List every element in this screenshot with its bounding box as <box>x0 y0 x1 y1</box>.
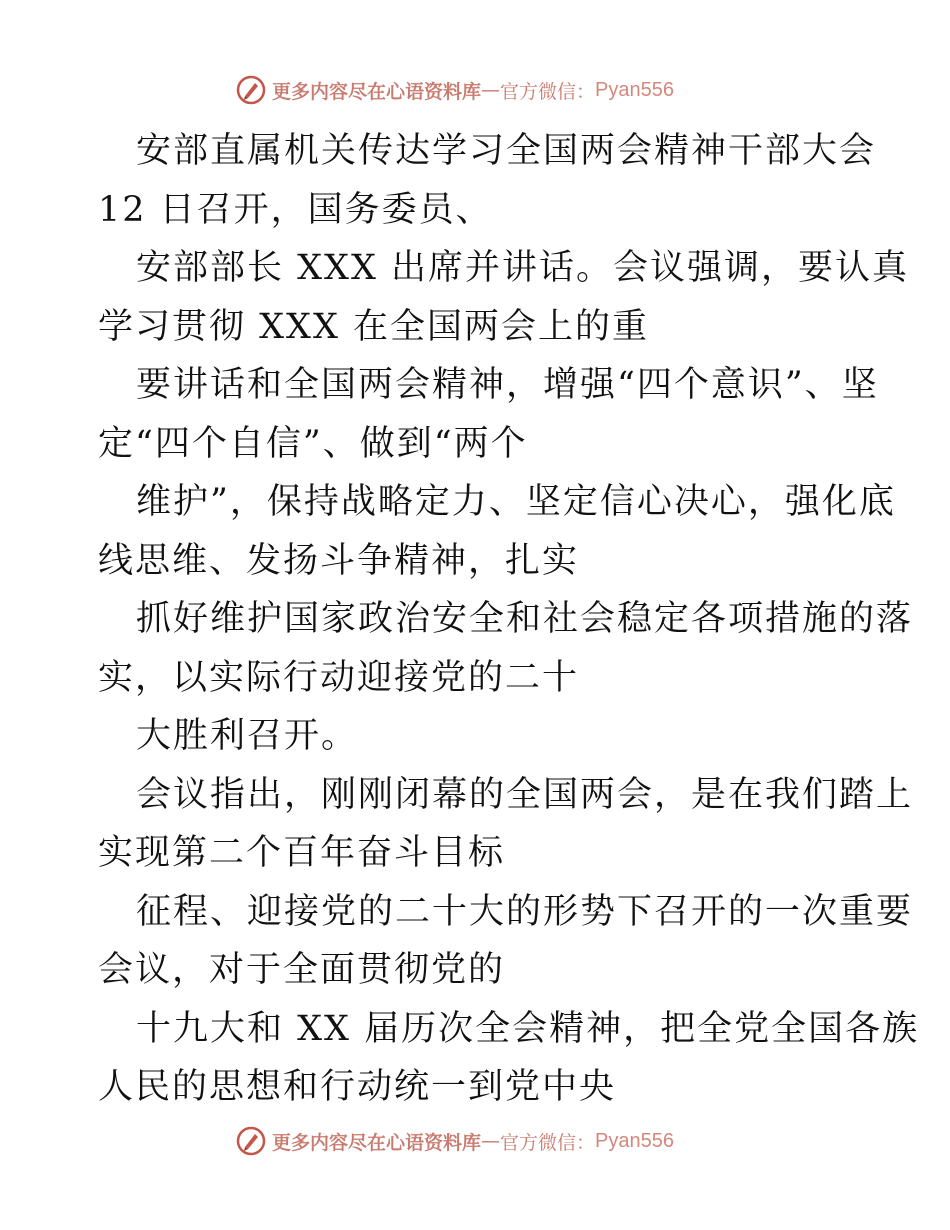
body-line: 十九大和 XX 届历次全会精神，把全党全国各族 <box>136 1008 920 1049</box>
body-line: 征程、迎接党的二十大的形势下召开的一次重要 <box>136 891 914 932</box>
body-line: 要讲话和全国两会精神，增强“四个意识”、坚 <box>136 365 879 405</box>
body-line: 会议，对于全面贯彻党的 <box>98 950 506 990</box>
body-line: 12 日召开，国务委员、 <box>98 189 493 230</box>
body-line: 会议指出，刚刚闭幕的全国两会，是在我们踏上 <box>136 774 914 815</box>
header-watermark <box>236 73 674 107</box>
document-body <box>98 122 920 1117</box>
watermark-id: Pyan556 <box>595 1129 674 1152</box>
watermark-id: Pyan556 <box>595 78 674 101</box>
body-line: 学习贯彻 XXX 在全国两会上的重 <box>98 306 650 347</box>
logo-icon <box>236 1126 266 1156</box>
watermark-separator: — <box>481 79 501 101</box>
body-line: 定“四个自信”、做到“两个 <box>98 423 528 464</box>
body-line: 维护”，保持战略定力、坚定信心决心，强化底 <box>136 482 896 522</box>
watermark-text: 更多内容尽在心语资料库 <box>272 80 482 103</box>
body-line: 抓好维护国家政治安全和社会稳定各项措施的落 <box>136 599 914 639</box>
body-line: 大胜利召开。 <box>136 716 359 756</box>
body-line: 实，以实际行动迎接党的二十 <box>98 657 580 698</box>
body-line: 安部直属机关传达学习全国两会精神干部大会 <box>136 131 877 171</box>
watermark-text: 更多内容尽在心语资料库 <box>272 1131 482 1154</box>
body-line: 实现第二个百年奋斗目标 <box>98 833 506 873</box>
body-line: 人民的思想和行动统一到党中央 <box>98 1067 617 1107</box>
watermark-separator: — <box>481 1130 501 1152</box>
body-line: 安部部长 XXX 出席并讲话。会议强调，要认真 <box>136 248 910 288</box>
logo-icon <box>236 75 266 105</box>
footer-watermark <box>236 1124 674 1158</box>
body-line: 线思维、发扬斗争精神，扎实 <box>98 540 580 581</box>
watermark-label: 官方微信： <box>500 1131 596 1154</box>
watermark-label: 官方微信： <box>500 80 596 103</box>
